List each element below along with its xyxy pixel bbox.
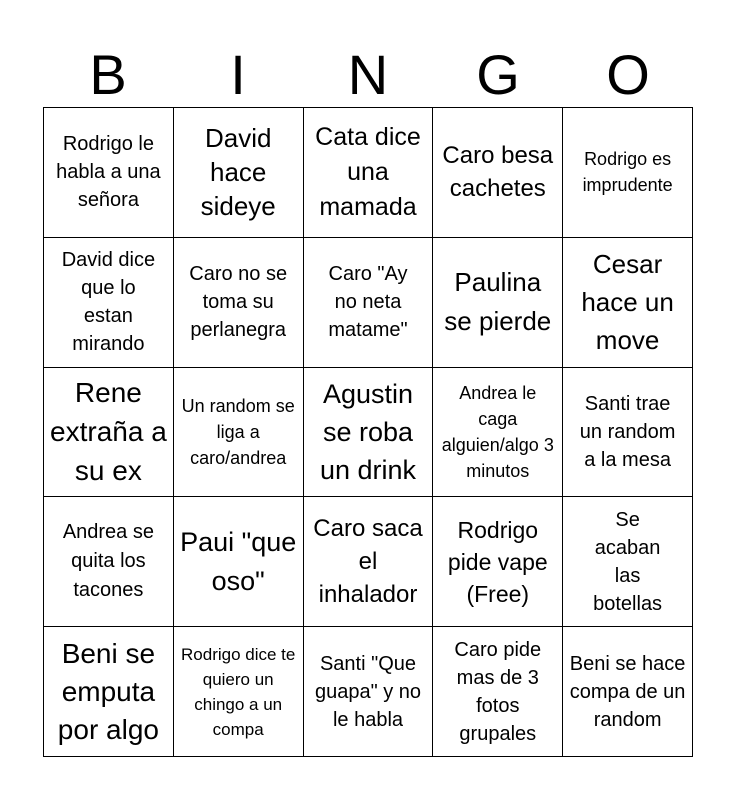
bingo-cell[interactable]: Caro "Ay no neta matame" (304, 238, 434, 368)
bingo-cell[interactable]: Santi trae un random a la mesa (563, 368, 693, 498)
bingo-cell[interactable]: Santi "Que guapa" y no le habla (304, 627, 434, 757)
bingo-cell[interactable]: Andrea se quita los tacones (44, 497, 174, 627)
bingo-cell[interactable]: David dice que lo estan mirando (44, 238, 174, 368)
header-letter-i: I (230, 43, 246, 106)
bingo-cell[interactable]: Rene extraña a su ex (44, 368, 174, 498)
bingo-cell[interactable]: Rodrigo pide vape (Free) (433, 497, 563, 627)
bingo-cell[interactable]: Rodrigo dice te quiero un chingo a un compa (174, 627, 304, 757)
bingo-cell[interactable]: Caro pide mas de 3 fotos grupales (433, 627, 563, 757)
bingo-cell[interactable]: Rodrigo es imprudente (563, 108, 693, 238)
bingo-cell[interactable]: Rodrigo le habla a una señora (44, 108, 174, 238)
bingo-cell[interactable]: Beni se hace compa de un random (563, 627, 693, 757)
bingo-cell[interactable]: Agustin se roba un drink (304, 368, 434, 498)
bingo-cell[interactable]: Paui "que oso" (174, 497, 304, 627)
bingo-cell[interactable]: Se acaban las botellas (563, 497, 693, 627)
header-letter-o: O (606, 43, 650, 106)
bingo-cell[interactable]: Caro saca el inhalador (304, 497, 434, 627)
header-letter-n: N (347, 43, 389, 106)
bingo-cell[interactable]: Beni se emputa por algo (44, 627, 174, 757)
header-letter-b: B (89, 43, 127, 106)
bingo-cell[interactable]: Paulina se pierde (433, 238, 563, 368)
bingo-cell[interactable]: Caro no se toma su perlanegra (174, 238, 304, 368)
bingo-cell[interactable]: Andrea le caga alguien/algo 3 minutos (433, 368, 563, 498)
bingo-header (43, 42, 693, 108)
bingo-cell[interactable]: Un random se liga a caro/andrea (174, 368, 304, 498)
bingo-cell[interactable]: Cata dice una mamada (304, 108, 434, 238)
bingo-cell[interactable]: David hace sideye (174, 108, 304, 238)
header-letter-g: G (476, 43, 520, 106)
bingo-cell[interactable]: Cesar hace un move (563, 238, 693, 368)
bingo-cell[interactable]: Caro besa cachetes (433, 108, 563, 238)
bingo-board (43, 107, 693, 757)
